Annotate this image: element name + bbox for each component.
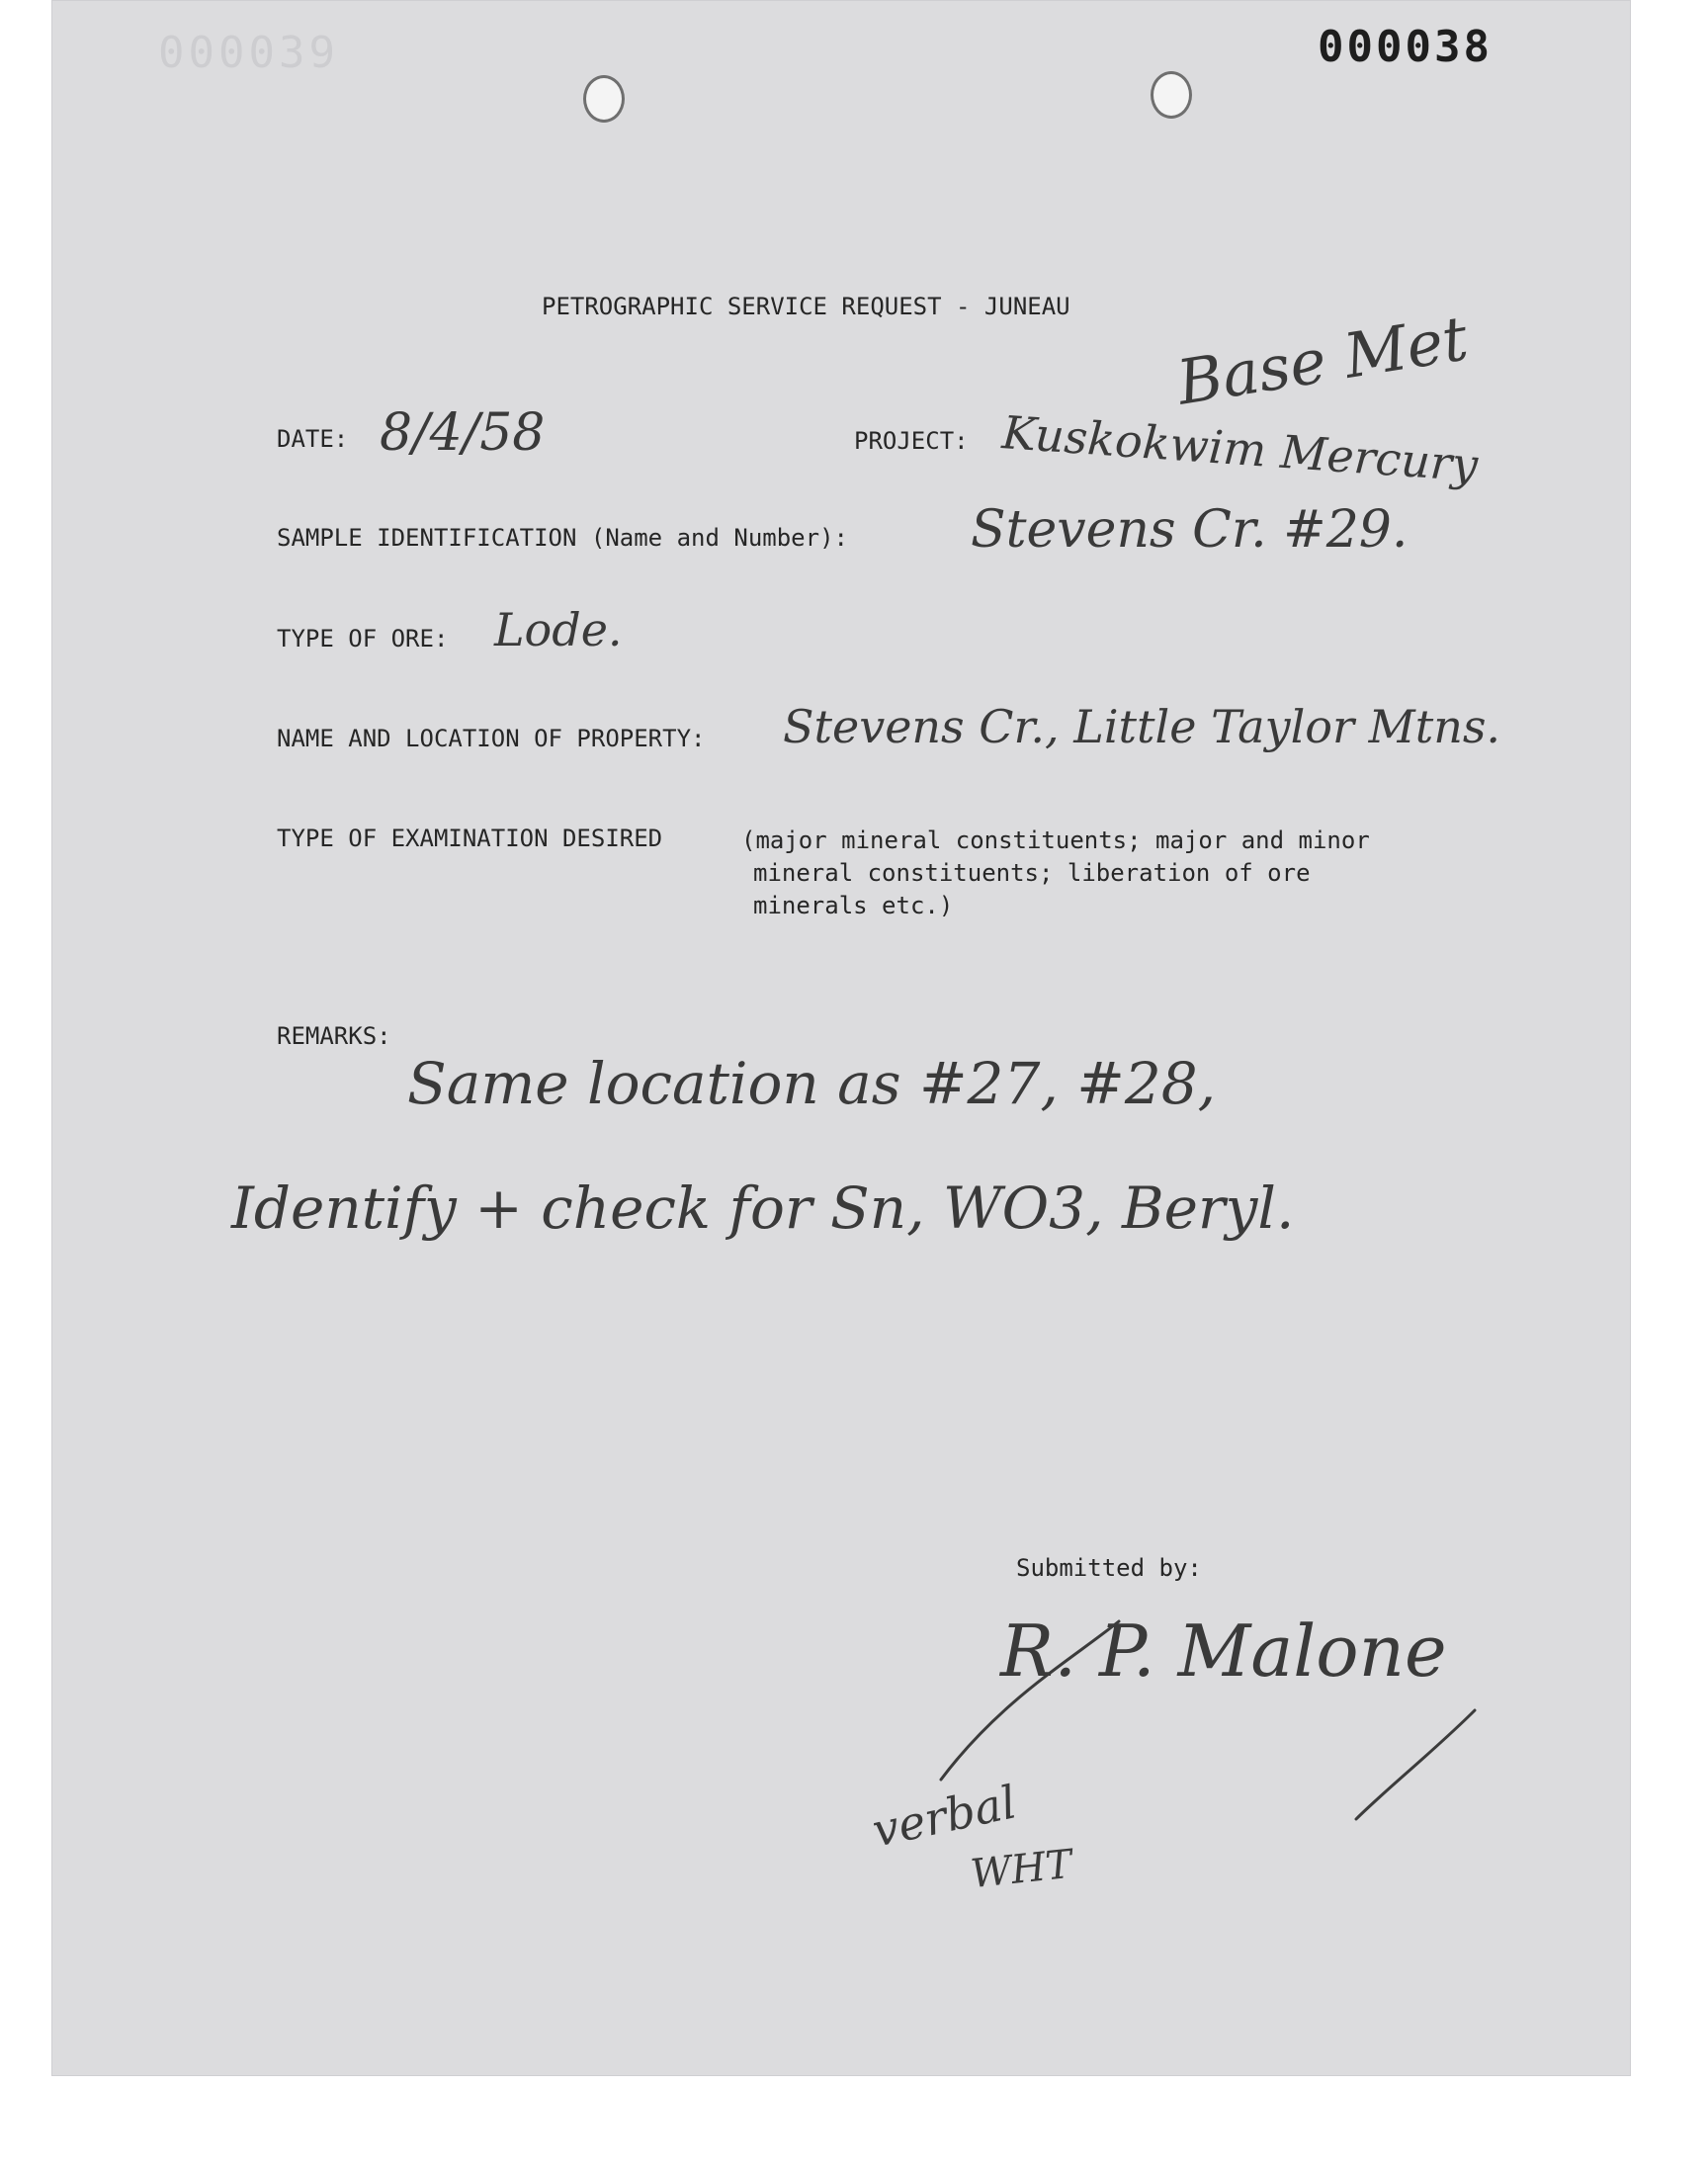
- note-initials: WHT: [968, 1841, 1074, 1898]
- exam-options-line-2: mineral constituents; liberation of ore: [753, 859, 1311, 887]
- ore-label: TYPE OF ORE:: [277, 625, 449, 652]
- document-number-stamp: 000038: [1318, 22, 1493, 72]
- punch-hole-left: [583, 75, 625, 123]
- remarks-label: REMARKS:: [277, 1022, 391, 1050]
- sample-value: Stevens Cr. #29.: [971, 500, 1409, 560]
- project-value: Kuskokwim Mercury: [1000, 405, 1480, 492]
- annotation-base-met: Base Met: [1172, 302, 1473, 419]
- document-sheet: [51, 0, 1631, 2076]
- submitted-by-label: Submitted by:: [1016, 1554, 1202, 1582]
- date-label: DATE:: [277, 425, 349, 453]
- exam-options-line-1: (major mineral constituents; major and minor: [741, 826, 1370, 854]
- sample-label: SAMPLE IDENTIFICATION (Name and Number):: [277, 524, 848, 552]
- ore-value: Lode.: [494, 603, 623, 656]
- form-title: PETROGRAPHIC SERVICE REQUEST - JUNEAU: [542, 293, 1070, 320]
- project-label: PROJECT:: [854, 427, 969, 455]
- exam-options-line-3: minerals etc.): [753, 892, 954, 919]
- date-value: 8/4/58: [380, 403, 546, 463]
- note-verbal: verbal: [867, 1775, 1021, 1858]
- property-value: Stevens Cr., Little Taylor Mtns.: [783, 700, 1501, 753]
- property-label: NAME AND LOCATION OF PROPERTY:: [277, 725, 706, 752]
- punch-hole-right: [1151, 71, 1192, 119]
- bleed-through-number: 000039: [158, 28, 339, 78]
- exam-label: TYPE OF EXAMINATION DESIRED: [277, 825, 663, 852]
- remarks-line-1: Same location as #27, #28,: [407, 1050, 1217, 1117]
- remarks-line-2: Identify + check for Sn, WO3, Beryl.: [231, 1174, 1295, 1242]
- signature: R. P. Malone: [1000, 1610, 1447, 1693]
